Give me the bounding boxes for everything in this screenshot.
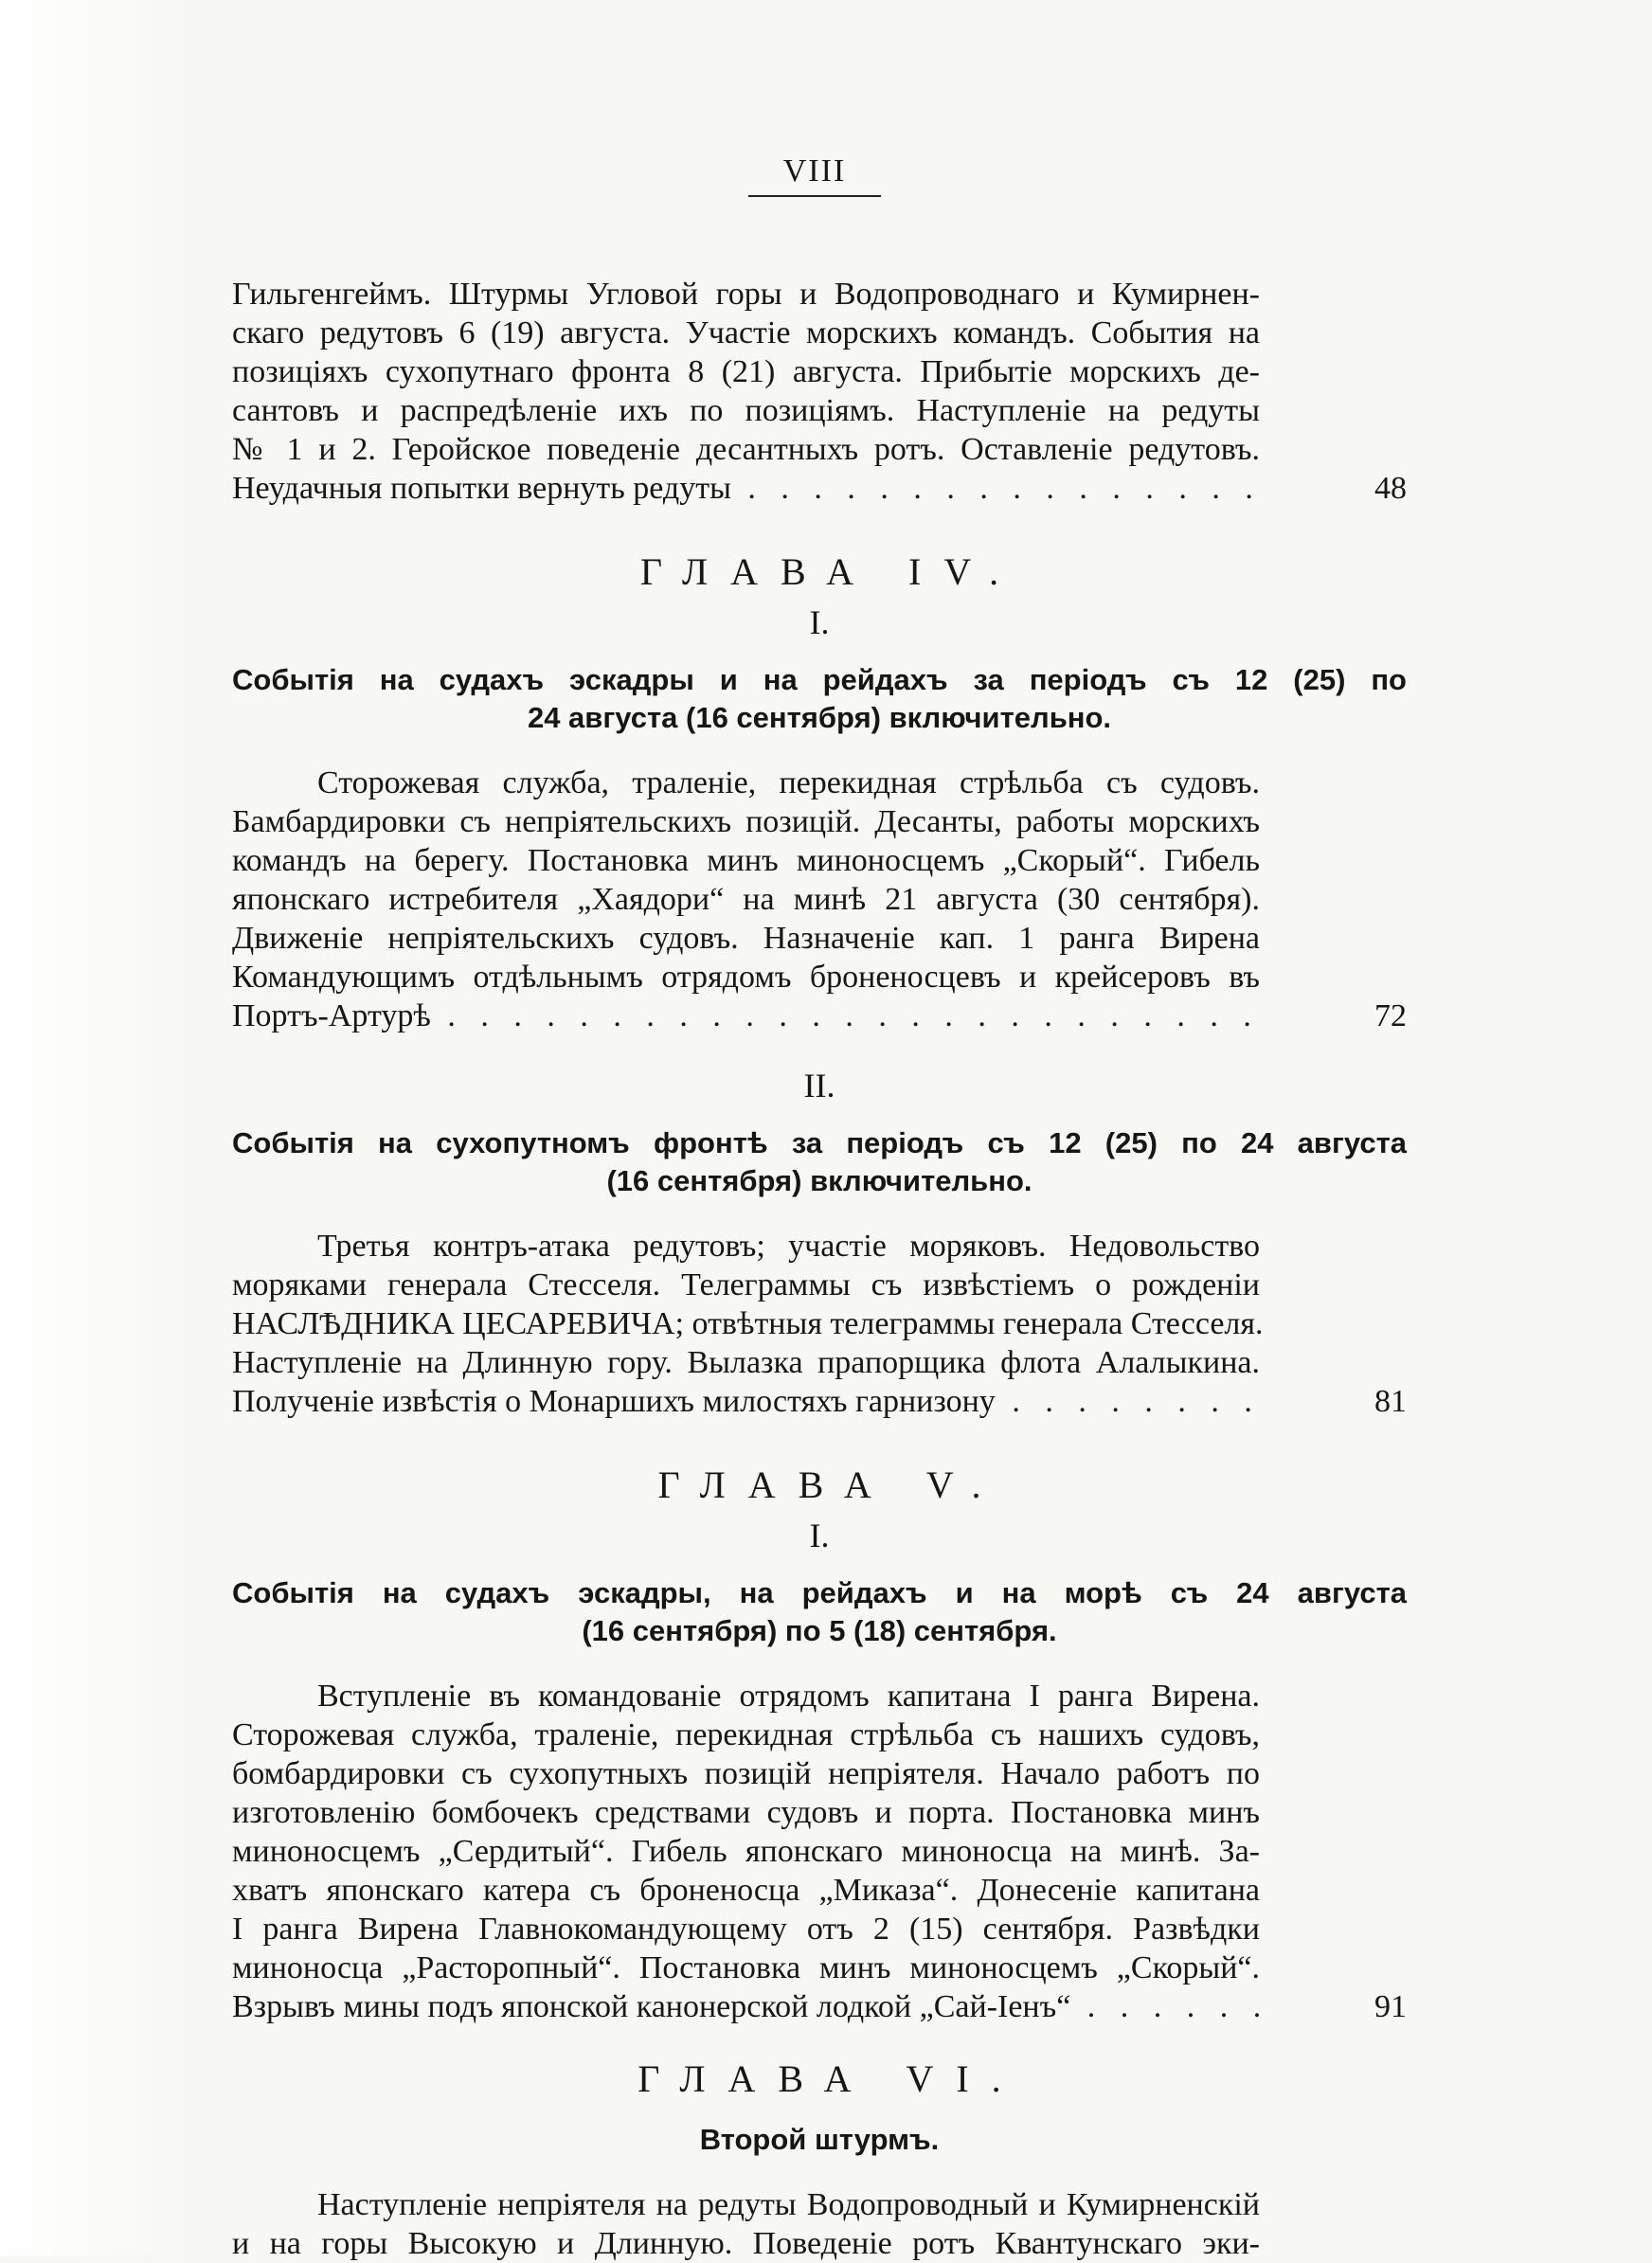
- toc-entry-last-line: [232, 997, 1407, 1035]
- text-line: Наступленіе на Длинную гору. Вылазка прапорщика флота Алалыкина.: [232, 1345, 1260, 1380]
- section-paragraph: [232, 2185, 1407, 2263]
- text-line: Движеніе непріятельскихъ судовъ. Назначеніе кап. 1 ранга Вирена: [232, 921, 1260, 956]
- text-line: Третья контръ-атака редутовъ; участіе моряковъ. Недовольство: [317, 1229, 1260, 1264]
- section-number: I.: [809, 603, 830, 641]
- section-heading: 24 августа (16 сентября) включительно.: [527, 701, 1112, 734]
- entry-text: Портъ-Артурѣ . . .: [232, 997, 1260, 1035]
- text-line: Наступленіе непріятеля на редуты Водопроводный и Кумирненскій: [317, 2187, 1260, 2222]
- intro-paragraph: [232, 275, 1407, 508]
- page-number: 48: [1331, 469, 1407, 508]
- text-line: позиціяхъ сухопутнаго фронта 8 (21) августа. Прибытіе морскихъ де-: [232, 354, 1260, 389]
- toc-entry-last-line: [232, 469, 1407, 508]
- section-heading: Событія на судахъ эскадры, на рейдахъ и на морѣ съ 24 августа: [232, 1576, 1407, 1609]
- text-line: командъ на берегу. Постановка минъ миноносцемъ „Скорый“. Гибель: [232, 843, 1260, 878]
- page-number: 81: [1331, 1382, 1407, 1421]
- text-line: изготовленію бомбочекъ средствами судовъ и порта. Постановка минъ: [232, 1795, 1260, 1830]
- entry-text: Взрывъ мины подъ японской канонерской лодкой „Сай-Іенъ“ . . .: [232, 1987, 1260, 2026]
- text-line: Бамбардировки съ непріятельскихъ позицій. Десанты, работы морскихъ: [232, 804, 1260, 839]
- section-paragraph: [232, 1227, 1407, 1421]
- text-line: миноносца „Расторопный“. Постановка минъ миноносцемъ „Скорый“.: [232, 1950, 1260, 1985]
- section-number: II.: [803, 1067, 835, 1105]
- page-number: 91: [1331, 1987, 1407, 2026]
- text-line: японскаго истребителя „Хаядори“ на минѣ 21 августа (30 сентября).: [232, 882, 1260, 917]
- text-line: Вступленіе въ командованіе отрядомъ капитана I ранга Вирена.: [317, 1679, 1260, 1714]
- text-line: сантовъ и распредѣленіе ихъ по позиціямъ. Наступленіе на редуты: [232, 393, 1260, 428]
- page-folio: VIII: [782, 153, 847, 189]
- section-paragraph: [232, 1677, 1407, 2026]
- section-heading: (16 сентября) включительно.: [606, 1164, 1032, 1197]
- section-heading: Второй штурмъ.: [699, 2123, 940, 2156]
- section-heading: Событія на сухопутномъ фронтѣ за періодъ съ 12 (25) по 24 августа: [232, 1126, 1407, 1159]
- entry-text: Полученіе извѣстія о Монаршихъ милостяхъ гарнизону . . .: [232, 1382, 1260, 1421]
- page-number: 72: [1331, 997, 1407, 1035]
- toc-content: [232, 275, 1407, 2263]
- text-line: хватъ японскаго катера съ броненосца „Миказа“. Донесеніе капитана: [232, 1873, 1260, 1908]
- toc-entry-last-line: [232, 1382, 1407, 1421]
- text-line: № 1 и 2. Геройское поведеніе десантныхъ ротъ. Оставленіе редутовъ.: [232, 432, 1260, 467]
- chapter-title: ГЛАВА V.: [657, 1464, 1004, 1506]
- scan-margin: [0, 0, 189, 2256]
- section-heading: Событія на судахъ эскадры и на рейдахъ за періодъ съ 12 (25) по: [232, 663, 1407, 696]
- toc-entry-last-line: [232, 1987, 1407, 2026]
- text-line: НАСЛѢДНИКА ЦЕСАРЕВИЧА; отвѣтныя телеграммы генерала Стесселя.: [232, 1306, 1264, 1341]
- text-line: Сторожевая служба, траленіе, перекидная стрѣльба съ судовъ.: [317, 765, 1260, 800]
- text-line: и на горы Высокую и Длинную. Поведеніе ротъ Квантунскаго эки-: [232, 2226, 1260, 2261]
- section-paragraph: [232, 763, 1407, 1035]
- text-line: Гильгенгеймъ. Штурмы Угловой горы и Водопроводнаго и Кумирнен-: [232, 277, 1260, 312]
- section-number: I.: [809, 1517, 830, 1554]
- chapter-title: ГЛАВА IV.: [639, 550, 1022, 593]
- entry-text: Неудачныя попытки вернуть редуты . . .: [232, 469, 1260, 508]
- text-line: миноносцемъ „Сердитый“. Гибель японскаго миноносца на минѣ. За-: [232, 1834, 1260, 1869]
- text-line: моряками генерала Стесселя. Телеграммы съ извѣстіемъ о рожденіи: [232, 1267, 1260, 1302]
- chapter-title: ГЛАВА VI.: [637, 2057, 1024, 2100]
- text-line: скаго редутовъ 6 (19) августа. Участіе морскихъ командъ. События на: [232, 315, 1260, 350]
- section-heading: (16 сентября) по 5 (18) сентября.: [582, 1614, 1057, 1647]
- folio-rule: [748, 195, 881, 197]
- text-line: бомбардировки съ сухопутныхъ позицій непріятеля. Начало работъ по: [232, 1756, 1260, 1791]
- text-line: I ранга Вирена Главнокомандующему отъ 2 (15) сентября. Развѣдки: [232, 1912, 1260, 1947]
- text-line: Командующимъ отдѣльнымъ отрядомъ броненосцевъ и крейсеровъ въ: [232, 960, 1260, 995]
- text-line: Сторожевая служба, траленіе, перекидная стрѣльба съ нашихъ судовъ,: [232, 1717, 1260, 1752]
